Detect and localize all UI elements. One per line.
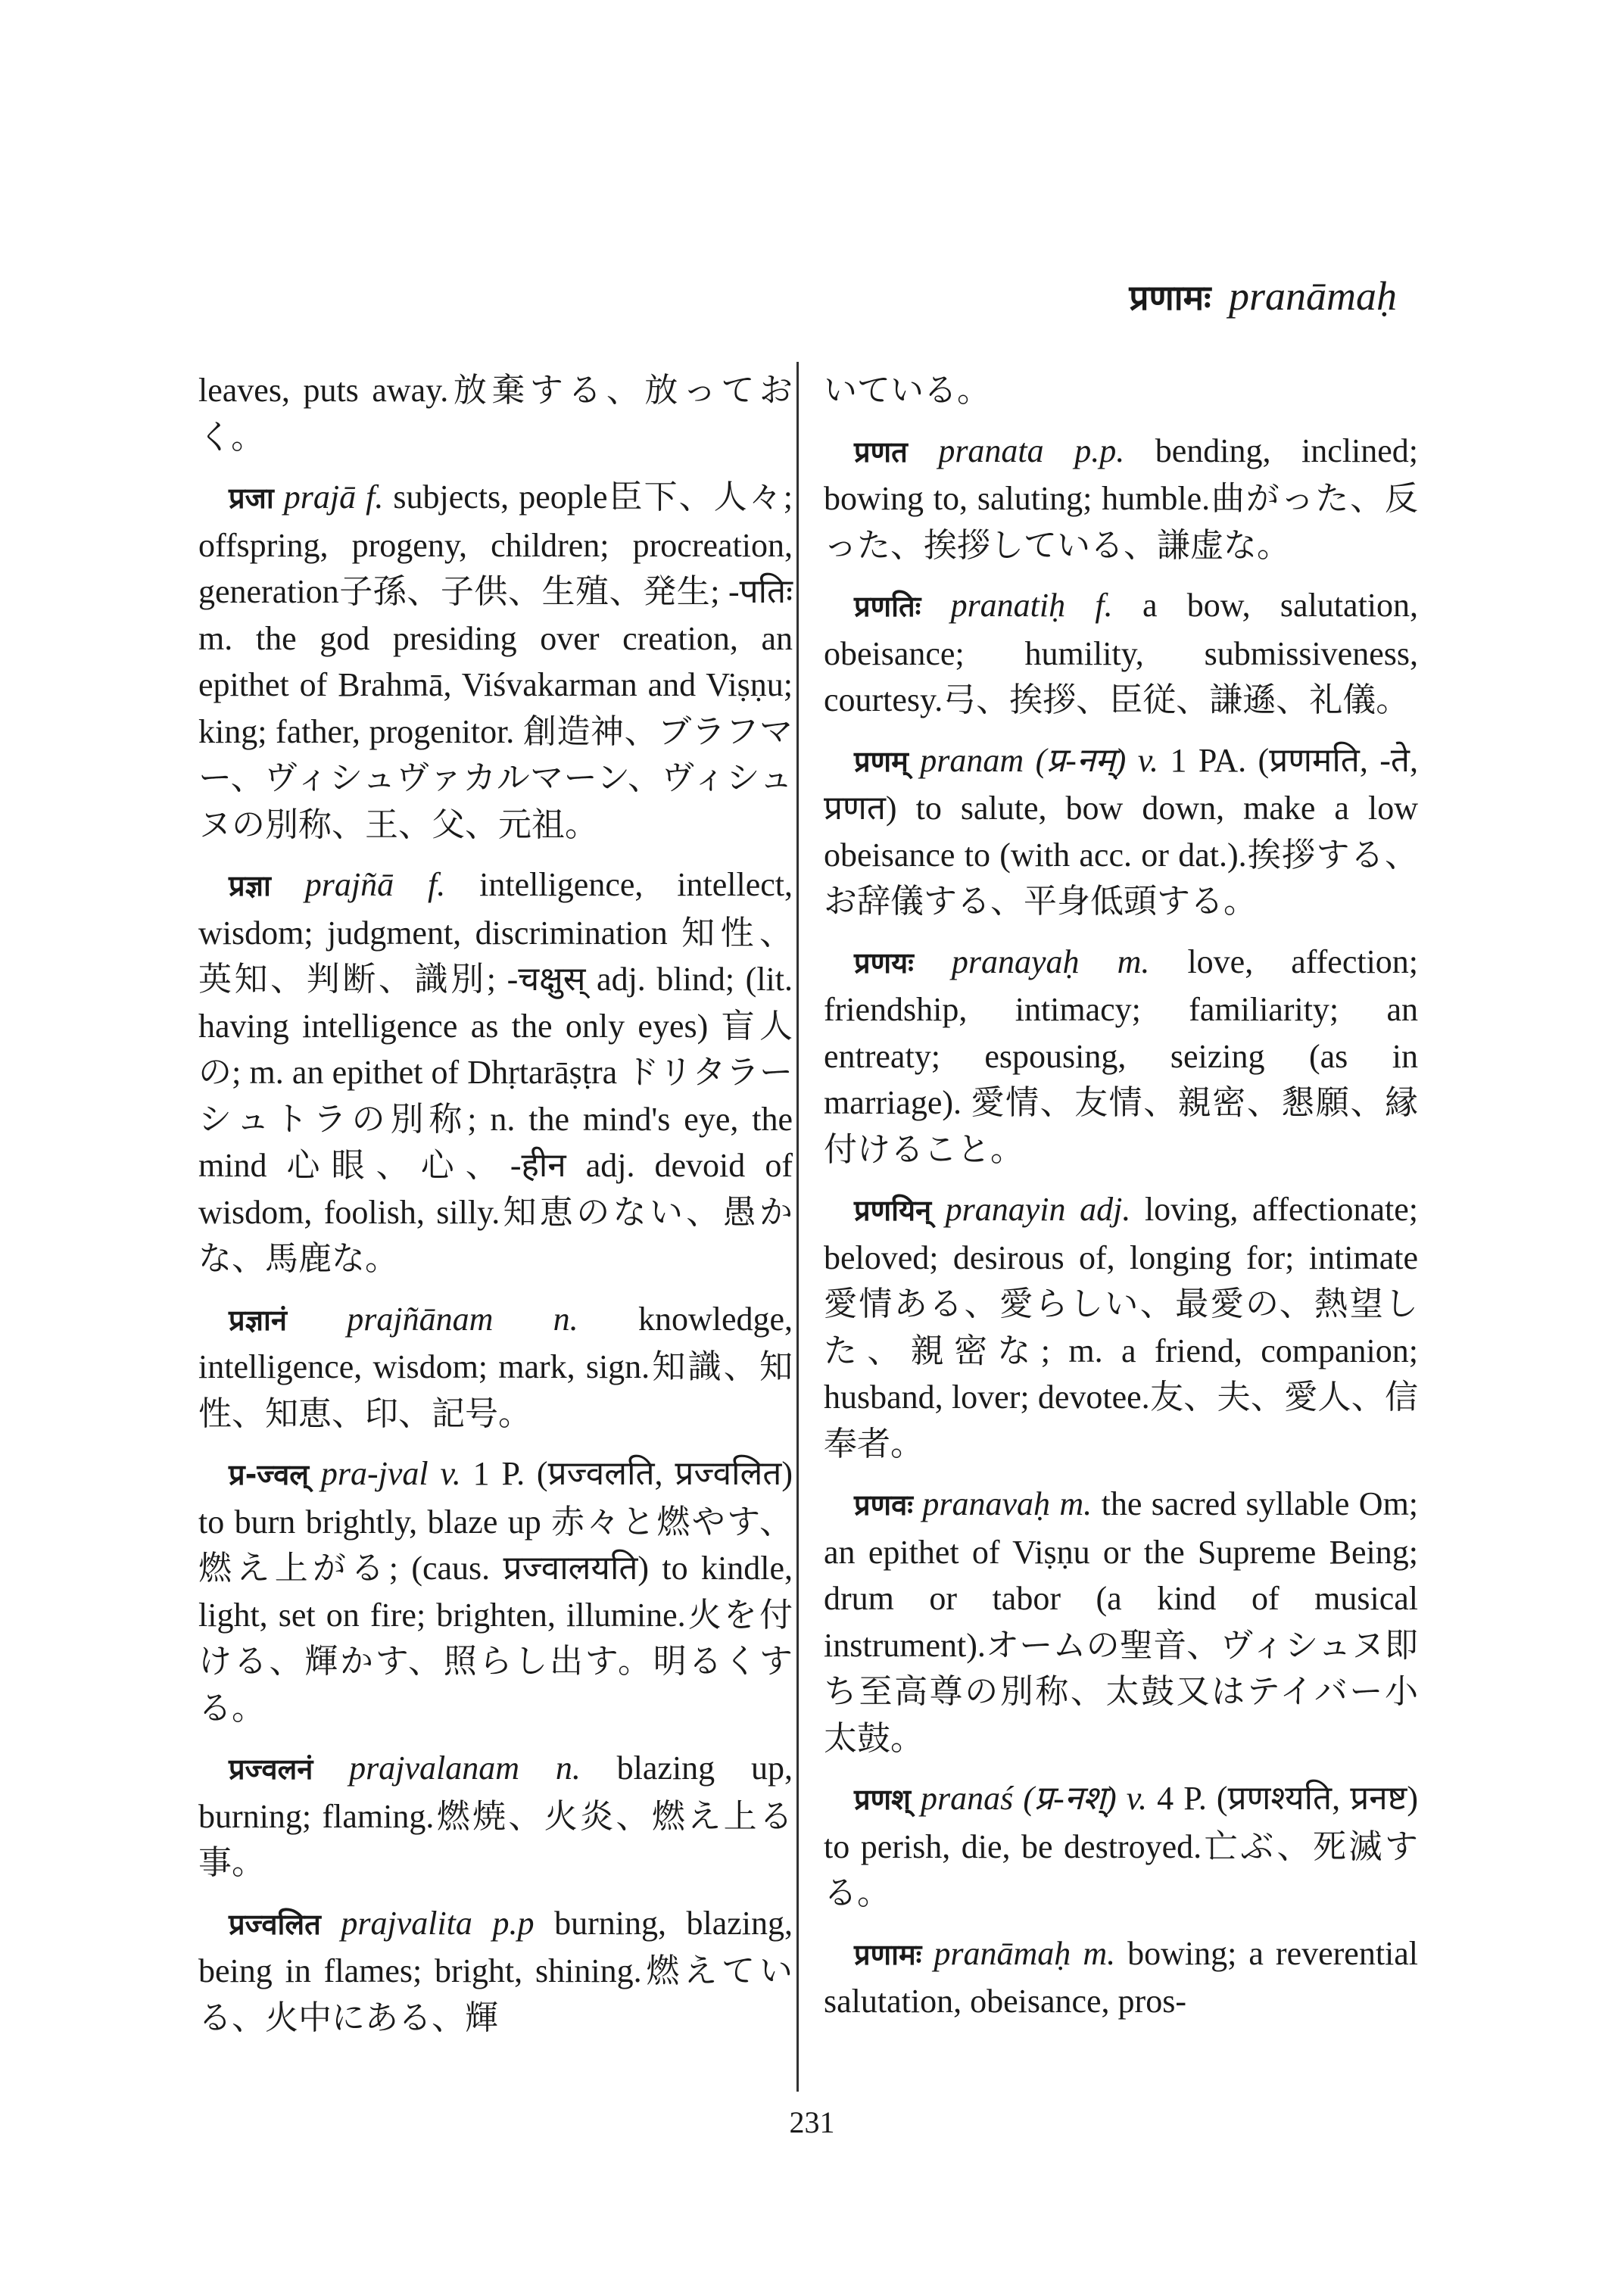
entry-definition: intelligence, intellect, wisdom; judgment, discrimination 知性、英知、判断、識別; -चक्षुस् adj. blind; (lit. having intelligence as the only eyes) 盲人の; m. an epithet of Dhṛtarāṣṭra ドリタラーシュトラの別称; n. the mind's eye, the mind 心眼、心、-हीन adj. devoid of wisdom, foolish, silly.知恵のない、愚かな、馬鹿な。 — [198, 866, 793, 1277]
entry-headword: प्र-ज्वल् — [229, 1458, 310, 1491]
dictionary-entry — [824, 428, 1418, 569]
entry-transliteration: prajñānam — [347, 1300, 494, 1338]
dictionary-entry — [824, 1186, 1418, 1467]
entry-definition: a bow, salutation, obeisance; humility, submissiveness, courtesy.弓、挨拶、臣従、謙遜、礼儀。 — [824, 587, 1419, 718]
column-divider — [796, 362, 799, 2092]
entry-definition: 4 P. (प्रणश्यति, प्रनष्ट) to perish, die, be destroyed.亡ぶ、死滅する。 — [824, 1780, 1419, 1911]
dictionary-entry — [824, 582, 1418, 724]
entry-transliteration: pranavaḥ — [922, 1485, 1050, 1522]
entry-definition: bowing; a reverential salutation, obeisance, pros- — [824, 1934, 1419, 2020]
continuation-text: いている。 — [824, 372, 990, 409]
entry-transliteration: pranam — [920, 741, 1024, 779]
left-column — [198, 367, 793, 2055]
entry-definition: loving, affectionate; beloved; desirous of, longing for; intimate愛情ある、愛らしい、最愛の、熱望した、親密な; m. a friend, companion; husband, lover; devotee.友、夫、愛人、信奉者。 — [824, 1191, 1419, 1463]
entry-headword: प्रणत — [854, 435, 908, 469]
entry-headword: प्रज्वलनं — [229, 1752, 313, 1786]
dictionary-entry — [824, 939, 1418, 1173]
entry-grammar: m. — [1059, 1485, 1093, 1522]
entry-transliteration: pranatiḥ — [950, 587, 1066, 624]
dictionary-entry — [198, 1745, 793, 1886]
running-head-transliteration: pranāmaḥ — [1228, 273, 1397, 319]
continuation-text: leaves, puts away.放棄する、放っておく。 — [198, 372, 793, 456]
dictionary-entry — [824, 1930, 1418, 2025]
entry-definition: subjects, people臣下、人々; offspring, progeny, children; procreation, generation子孫、子供、生殖、発生; -पतिः m. the god presiding over creation, an epithet of Brahmā, Viśvakarman and Viṣṇu; king; father, progenitor. 創造神、ブラフマー、ヴィシュヴァカルマーン、ヴィシュヌの別称、王、父、元祖。 — [198, 478, 793, 843]
entry-headword: प्रजा — [229, 481, 274, 515]
entry-grammar: m. — [1117, 942, 1150, 980]
entry-grammar: p.p. — [1074, 431, 1125, 469]
entry-definition: 1 PA. (प्रणमति, -ते, प्रणत) to salute, bow down, make a low obeisance to (with acc. or dat.).挨拶する、お辞儀する、平身低頭する。 — [824, 741, 1418, 920]
entry-grammar: adj. — [1080, 1191, 1131, 1228]
running-head-devanagari: प्रणामः — [1129, 277, 1211, 318]
entry-grammar: p.p — [492, 1904, 535, 1942]
entry-transliteration: pranata — [938, 431, 1044, 469]
dictionary-entry — [198, 861, 793, 1282]
entry-headword: प्रणतिः — [854, 590, 921, 623]
entry-grammar: (प्र-नम्) v. — [1035, 741, 1159, 779]
entry-grammar: f. — [366, 478, 384, 516]
entry-headword: प्रणवः — [854, 1488, 913, 1522]
entry-transliteration: pra-jval — [320, 1455, 429, 1492]
entry-headword: प्रज्वलित — [229, 1907, 321, 1941]
dictionary-entry — [198, 1900, 793, 2042]
entry-grammar: v. — [440, 1455, 461, 1492]
entry-definition: 1 P. (प्रज्वलति, प्रज्वलित) to burn brightly, blaze up 赤々と燃やす、燃え上がる; (caus. प्रज्वालयति) to kindle, light, set on fire; brighten, illumine.火を付ける、輝かす、照らし出す。明るくする。 — [198, 1455, 793, 1727]
entry-transliteration: prajvalanam — [349, 1749, 520, 1787]
entry-grammar: m. — [1083, 1934, 1116, 1972]
entry-transliteration: pranaś — [921, 1780, 1014, 1817]
entry-transliteration: pranayaḥ — [951, 942, 1080, 980]
entry-grammar: f. — [1095, 587, 1113, 624]
entry-grammar: n. — [555, 1749, 581, 1787]
entry-headword: प्रणयः — [854, 946, 914, 980]
entry-headword: प्रणश् — [854, 1783, 911, 1816]
entry-definition: burning, blazing, being in flames; bright, shining.燃えている、火中にある、輝 — [198, 1904, 793, 2036]
entry-headword: प्रज्ञानं — [229, 1303, 287, 1337]
entry-headword: प्रणामः — [854, 1937, 922, 1971]
entry-headword: प्रज्ञा — [229, 869, 271, 902]
entry-transliteration: pranāmaḥ — [934, 1934, 1071, 1972]
entry-definition: love, affection; friendship, intimacy; familiarity; an entreaty; espousing, seizing (as in marriage). 愛情、友情、親密、懇願、縁付けること。 — [824, 942, 1419, 1168]
entry-headword: प्रणम् — [854, 744, 909, 778]
entry-definition: knowledge, intelligence, wisdom; mark, sign.知識、知性、知恵、印、記号。 — [198, 1300, 793, 1432]
dictionary-entry — [198, 474, 793, 848]
page-number: 231 — [789, 2105, 835, 2139]
entry-headword: प्रणयिन् — [854, 1194, 932, 1227]
dictionary-entry — [824, 1481, 1418, 1762]
dictionary-entry — [824, 1775, 1418, 1917]
entry-definition: blazing up, burning; flaming.燃焼、火炎、燃え上る事。 — [198, 1749, 793, 1881]
entry-transliteration: prajā — [283, 478, 357, 516]
dictionary-entry — [198, 1296, 793, 1438]
dictionary-entry — [824, 737, 1418, 925]
dictionary-entry — [198, 1450, 793, 1731]
entry-grammar: f. — [428, 866, 446, 903]
running-head — [1129, 273, 1397, 320]
entry-transliteration: prajvalita — [341, 1904, 472, 1942]
entry-definition: the sacred syllable Om; an epithet of Viṣṇu or the Supreme Being; drum or tabor (a kind of musical instrument).オームの聖音、ヴィシュヌ即ち至高尊の別称、太鼓又はテイバー小太鼓。 — [824, 1485, 1419, 1757]
entry-transliteration: prajñā — [304, 866, 394, 903]
entry-transliteration: pranayin — [945, 1191, 1066, 1228]
right-column — [824, 367, 1418, 2039]
entry-grammar: n. — [553, 1300, 578, 1338]
entry-grammar: (प्र-नश्) v. — [1023, 1780, 1148, 1817]
entry-definition: bending, inclined; bowing to, saluting; humble.曲がった、反った、挨拶している、謙虚な。 — [824, 431, 1419, 564]
